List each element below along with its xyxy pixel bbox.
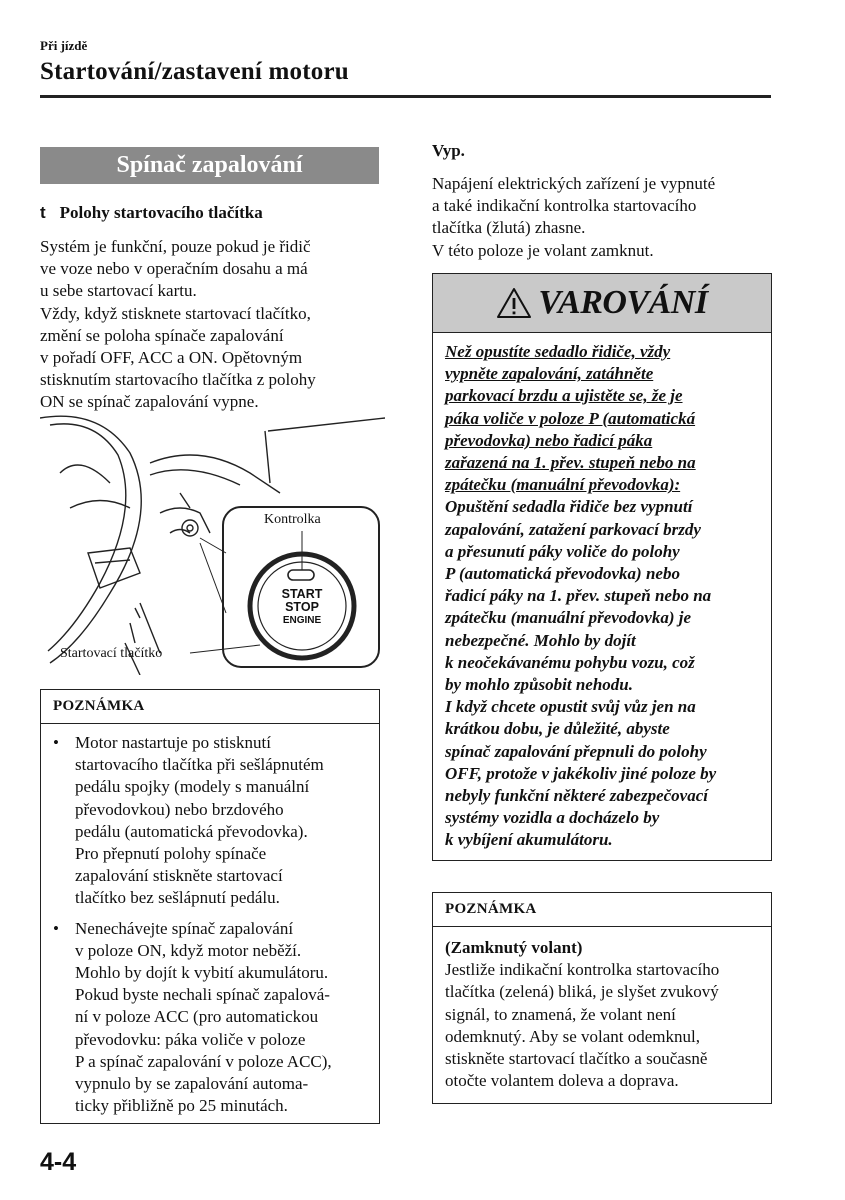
text-line: ON se spínač zapalování vypne. — [40, 392, 259, 412]
warning-box — [432, 273, 772, 861]
text-line: • Motor nastartuje po stisknutí — [75, 733, 271, 752]
warning-line: nebezpečné. Mohlo by dojít — [445, 630, 636, 650]
text-line: ní v poloze ACC (pro automatickou — [75, 1007, 319, 1027]
warning-header — [433, 274, 771, 333]
note-item — [75, 918, 369, 1118]
off-position-title: Vyp. — [432, 141, 465, 160]
engine-label: ENGINE — [282, 615, 322, 626]
subheading-text: Polohy startovacího tlačítka — [59, 203, 263, 222]
intro-paragraph — [40, 236, 380, 414]
warning-title: VAROVÁNÍ — [538, 284, 708, 321]
warning-line: I když chcete opustit svůj vůz jen na — [445, 697, 696, 717]
text-line: zapalování stiskněte startovací — [75, 866, 283, 886]
start-label: START — [281, 587, 323, 601]
note-box — [40, 689, 380, 1124]
text-line: pedálu spojky (modely s manuální — [75, 777, 310, 797]
text-line: Napájení elektrických zařízení je vypnuté — [432, 174, 716, 193]
warning-underlined-line: převodovka) nebo řadicí páka — [445, 430, 653, 450]
page-number: 4-4 — [40, 1148, 77, 1176]
warning-line: k vybíjení akumulátoru. — [445, 830, 613, 850]
text-line: P a spínač zapalování v poloze ACC), — [75, 1051, 332, 1071]
text-line: převodovkou) nebo brzdového — [75, 799, 284, 819]
page-title: Startování/zastavení motoru — [40, 58, 349, 85]
text-line: stisknutím startovacího tlačítka z polohy — [40, 370, 316, 390]
warning-line: OFF, protože v jakékoliv jiné poloze by — [445, 763, 717, 783]
text-line: Jestliže indikační kontrolka startovacího — [445, 960, 720, 980]
note-subtitle: (Zamknutý volant) — [445, 938, 583, 957]
indicator-label: Kontrolka — [264, 512, 321, 527]
text-line: • Nenechávejte spínač zapalování — [75, 918, 294, 938]
text-line: signál, to znamená, že volant není — [445, 1004, 676, 1024]
title-rule — [40, 95, 771, 98]
warning-line: systémy vozidla a docházelo by — [445, 808, 660, 828]
note-heading: POZNÁMKA — [41, 690, 379, 724]
sub-heading — [40, 203, 263, 223]
warning-line: k neočekávanému pohybu vozu, což — [445, 652, 695, 672]
start-button-label: Startovací tlačítko — [60, 646, 163, 661]
text-line: Pokud byste nechali spínač zapalová- — [75, 985, 330, 1005]
text-line: v poloze ON, když motor neběží. — [75, 940, 302, 960]
text-line: tlačítko bez sešlápnutí pedálu. — [75, 888, 280, 908]
text-line: změní se poloha spínače zapalování — [40, 325, 284, 345]
text-line: V této poloze je volant zamknut. — [432, 240, 654, 260]
warning-line: Opuštění sedadla řidiče bez vypnutí — [445, 497, 693, 517]
text-line: tlačítka (zelená) bliká, je slyšet zvukový — [445, 982, 719, 1002]
note-heading: POZNÁMKA — [433, 893, 771, 927]
note-list — [41, 724, 379, 1117]
text-line: Systém je funkční, pouze pokud je řidič — [40, 237, 311, 256]
warning-underlined-line: zařazená na 1. přev. stupeň nebo na — [445, 453, 696, 473]
note-body — [433, 927, 771, 1092]
text-line: vypnulo by se zapalování automa- — [75, 1074, 309, 1094]
dashboard-illustration — [40, 413, 385, 675]
text-line: ticky přibližně po 25 minutách. — [75, 1096, 288, 1116]
text-line: u sebe startovací kartu. — [40, 281, 197, 301]
warning-underlined-line: zpátečku (manuální převodovka): — [445, 475, 681, 495]
text-line: otočte volantem doleva a doprava. — [445, 1071, 679, 1091]
warning-underlined-line: Než opustíte sedadlo řidiče, vždy — [445, 342, 671, 361]
warning-line: zpátečku (manuální převodovka) je — [445, 608, 692, 628]
warning-underlined-line: parkovací brzdu a ujistěte se, že je — [445, 386, 683, 406]
text-line: převodovku: páka voliče v poloze — [75, 1029, 306, 1049]
warning-underlined-line: vypněte zapalování, zatáhněte — [445, 364, 654, 384]
text-line: tlačítka (žlutá) zhasne. — [432, 218, 586, 238]
warning-line: spínač zapalování přepnuli do polohy — [445, 741, 707, 761]
warning-line: nebyly funkční některé zabezpečovací — [445, 786, 708, 806]
text-line: stiskněte startovací tlačítko a současně — [445, 1049, 708, 1069]
ignition-figure — [40, 413, 385, 675]
text-line: a také indikační kontrolka startovacího — [432, 196, 697, 216]
section-banner: Spínač zapalování — [40, 147, 379, 184]
subheading-marker: t — [40, 203, 46, 222]
stop-label: STOP — [285, 600, 319, 614]
text-line: Mohlo by dojít k vybití akumulátoru. — [75, 963, 329, 983]
text-line: Vždy, když stisknete startovací tlačítko, — [40, 303, 311, 323]
text-line: v pořadí OFF, ACC a ON. Opětovným — [40, 348, 303, 368]
warning-underlined-line: páka voliče v poloze P (automatická — [445, 408, 696, 428]
warning-line: by mohlo způsobit nehodu. — [445, 675, 633, 695]
text-line: Pro přepnutí polohy spínače — [75, 844, 267, 864]
warning-line: a přesunutí páky voliče do polohy — [445, 541, 680, 561]
text-line: startovacího tlačítka při sešlápnutém — [75, 755, 324, 775]
text-line: ve voze nebo v operačním dosahu a má — [40, 259, 308, 279]
steering-lock-note — [432, 892, 772, 1104]
warning-line: P (automatická převodovka) nebo — [445, 564, 680, 584]
warning-line: krátkou dobu, je důležité, abyste — [445, 719, 670, 739]
section-label: Při jízdě — [40, 38, 88, 53]
warning-line: řadicí páky na 1. přev. stupeň nebo na — [445, 586, 712, 606]
warning-triangle-icon — [496, 287, 532, 319]
warning-body — [433, 333, 771, 852]
off-position-paragraph — [432, 173, 772, 262]
note-item — [75, 732, 369, 910]
warning-line: zapalování, zatažení parkovací brzdy — [445, 519, 701, 539]
text-line: pedálu (automatická převodovka). — [75, 821, 308, 841]
text-line: odemknutý. Aby se volant odemknul, — [445, 1026, 700, 1046]
